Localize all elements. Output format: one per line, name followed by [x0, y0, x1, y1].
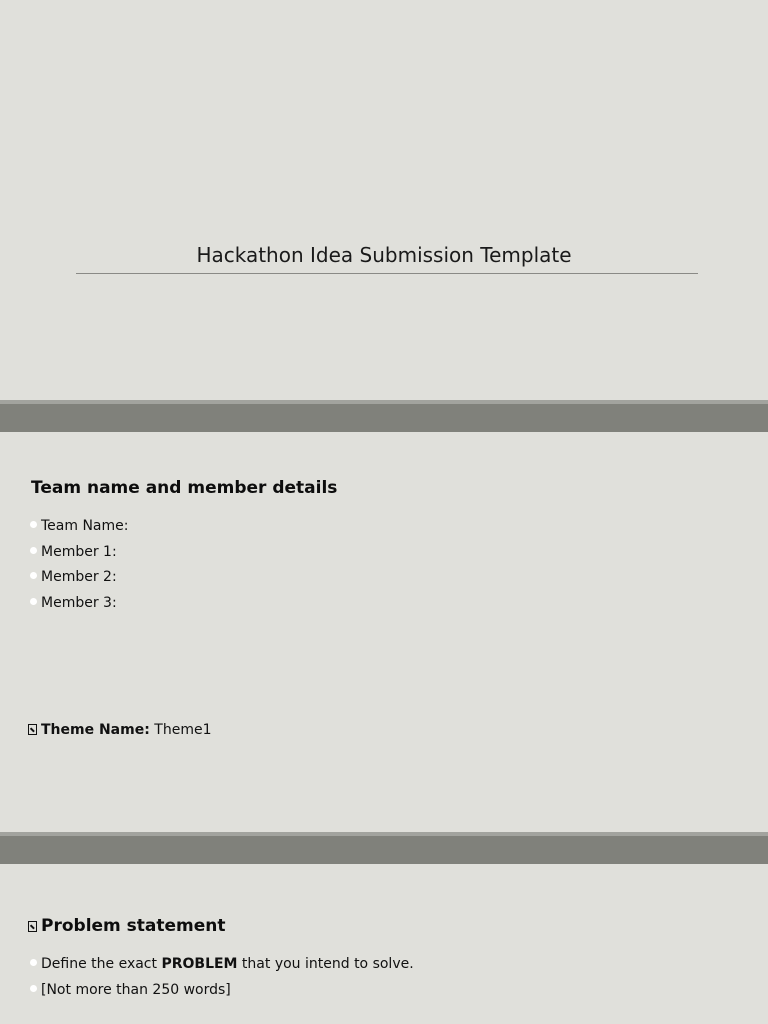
- member-3-label: Member 3:: [41, 595, 117, 612]
- slide-divider: [0, 832, 768, 864]
- bullet-icon: [30, 547, 37, 554]
- problem-statement-heading-row: [28, 916, 226, 936]
- word-limit-note: [Not more than 250 words]: [41, 981, 231, 998]
- problem-statement-list: [30, 954, 414, 1005]
- list-item: [30, 980, 414, 1006]
- box-glyph-icon: [28, 724, 37, 735]
- problem-statement-slide: [0, 864, 768, 1024]
- member-1-label: Member 1:: [41, 543, 117, 560]
- document-title: Hackathon Idea Submission Template: [196, 243, 572, 267]
- team-details-slide: [0, 432, 768, 832]
- bullet-icon: [30, 985, 37, 992]
- problem-bullet-suffix: that you intend to solve.: [237, 956, 414, 972]
- problem-statement-heading: Problem statement: [41, 916, 226, 936]
- list-item: [30, 542, 128, 568]
- box-glyph-icon: [28, 921, 37, 932]
- title-underline: [76, 273, 698, 274]
- theme-value: Theme1: [154, 722, 212, 738]
- problem-bullet-prefix: Define the exact: [41, 956, 162, 972]
- theme-line: [28, 722, 211, 738]
- bullet-icon: [30, 598, 37, 605]
- list-item: [30, 516, 128, 542]
- bullet-icon: [30, 572, 37, 579]
- problem-bullet-emphasis: PROBLEM: [161, 956, 238, 972]
- title-slide: [0, 0, 768, 400]
- list-item: [30, 593, 128, 619]
- slide-divider: [0, 400, 768, 432]
- team-name-label: Team Name:: [41, 518, 129, 534]
- bullet-icon: [30, 959, 37, 966]
- member-2-label: Member 2:: [41, 569, 117, 586]
- team-details-heading: Team name and member details: [31, 478, 338, 498]
- bullet-icon: [30, 521, 37, 528]
- list-item: [30, 954, 414, 980]
- theme-label: Theme Name:: [41, 722, 150, 738]
- list-item: [30, 567, 128, 593]
- team-details-list: [30, 516, 128, 619]
